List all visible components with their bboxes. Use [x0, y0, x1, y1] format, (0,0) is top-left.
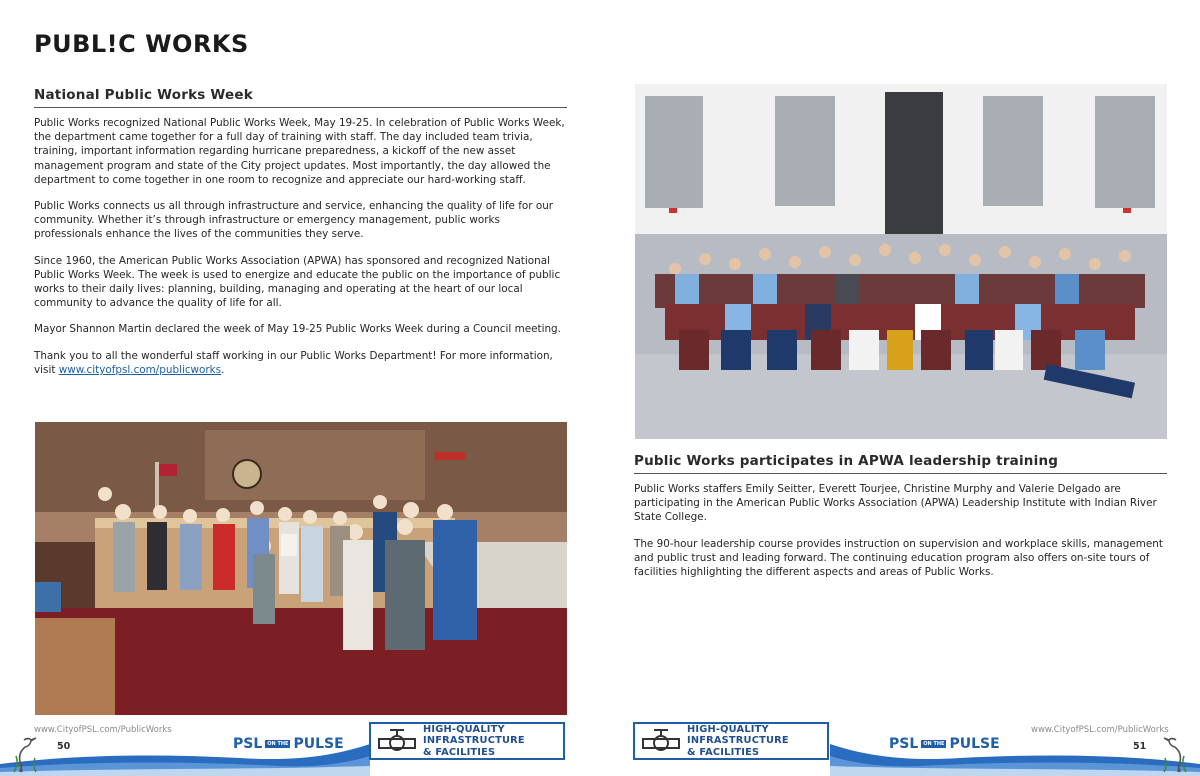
- page-number-right: 51: [1133, 741, 1147, 752]
- heron-icon: [1160, 734, 1190, 774]
- pulse-logo-pulse: PULSE: [949, 736, 1000, 752]
- article-paragraph: Public Works connects us all through infrastructure and service, enhancing the quality of life for our community. Whether it’s through infrastructure or emergency management, public works professionals enhance the lives of the communities they serve.: [34, 200, 554, 241]
- public-works-week-article: [34, 116, 567, 389]
- brand-title: PUBL!C WORKS: [34, 30, 249, 58]
- closing-period: .: [221, 363, 225, 376]
- page-number-left: 50: [57, 741, 71, 752]
- group-photo: [635, 84, 1167, 439]
- footer-url-right[interactable]: www.CityofPSL.com/PublicWorks: [1031, 725, 1169, 735]
- section-heading-apwa-training: Public Works participates in APWA leadership training: [634, 453, 1059, 469]
- pulse-logo-psl: PSL: [233, 736, 263, 752]
- public-works-link[interactable]: www.cityofpsl.com/publicworks: [58, 363, 222, 376]
- pulse-logo-on-the: ON THE: [923, 741, 945, 747]
- article-paragraph: Since 1960, the American Public Works Association (APWA) has sponsored and recognized National Public Works Week. The week is used to energize and educate the public on the importance of public works to their daily lives: planning, building, managing and operating at the heart of our local community to advance the quality of life for all.: [34, 254, 561, 310]
- closing-text: Thank you to all the wonderful staff working in our Public Works Department! For more information, visit: [34, 349, 553, 376]
- pulse-logo-on-the: ON THE: [267, 741, 289, 747]
- infrastructure-badge-right: [633, 722, 829, 760]
- infrastructure-badge-left: [369, 722, 565, 760]
- pulse-logo-psl: PSL: [889, 736, 919, 752]
- badge-line-1: HIGH-QUALITY: [687, 723, 769, 735]
- heading-rule: [634, 473, 1167, 474]
- article-paragraph: Mayor Shannon Martin declared the week of May 19-25 Public Works Week during a Council meeting.: [34, 323, 561, 336]
- article-paragraph: Public Works staffers Emily Seitter, Everett Tourjee, Christine Murphy and Valerie Delgado are participating in the American Public Works Association (APWA) Leadership Institute with Indian River State College.: [634, 483, 1157, 524]
- psl-on-the-pulse-logo-right: [889, 736, 1000, 752]
- pipe-valve-icon: [635, 724, 687, 758]
- apwa-training-article: [634, 482, 1167, 591]
- badge-line-1: HIGH-QUALITY: [423, 723, 505, 735]
- article-paragraph: The 90-hour leadership course provides instruction on supervision and workplace skills, management and public trust and leading forward. The continuing education program also offers on-site tours of facilities highlighting the different aspects and areas of Public Works.: [634, 537, 1163, 579]
- pipe-valve-icon: [371, 724, 423, 758]
- psl-on-the-pulse-logo-left: [233, 736, 344, 752]
- badge-line-2: INFRASTRUCTURE: [687, 735, 789, 747]
- article-paragraph: Public Works recognized National Public Works Week, May 19-25. In celebration of Public Works Week, the department came together for a full day of training with staff. The day included team trivia, training, important information regarding hurricane preparedness, a kickoff of the new asset management program and state of the City project updates. Most importantly, the day allowed the department to come together in one room to recognize and appreciate our hard-working staff.: [34, 117, 565, 186]
- badge-line-3: & FACILITIES: [687, 746, 760, 758]
- footer-url-left[interactable]: www.CityofPSL.com/PublicWorks: [34, 725, 172, 735]
- section-heading-public-works-week: National Public Works Week: [34, 87, 253, 103]
- badge-line-3: & FACILITIES: [423, 746, 496, 758]
- heading-rule: [34, 107, 567, 108]
- pulse-logo-pulse: PULSE: [293, 736, 344, 752]
- heron-icon: [10, 734, 40, 774]
- badge-line-2: INFRASTRUCTURE: [423, 735, 525, 747]
- article-closing-paragraph: [34, 349, 567, 377]
- council-chambers-photo: [35, 422, 567, 715]
- badge-text: [687, 724, 789, 758]
- badge-text: [423, 724, 525, 758]
